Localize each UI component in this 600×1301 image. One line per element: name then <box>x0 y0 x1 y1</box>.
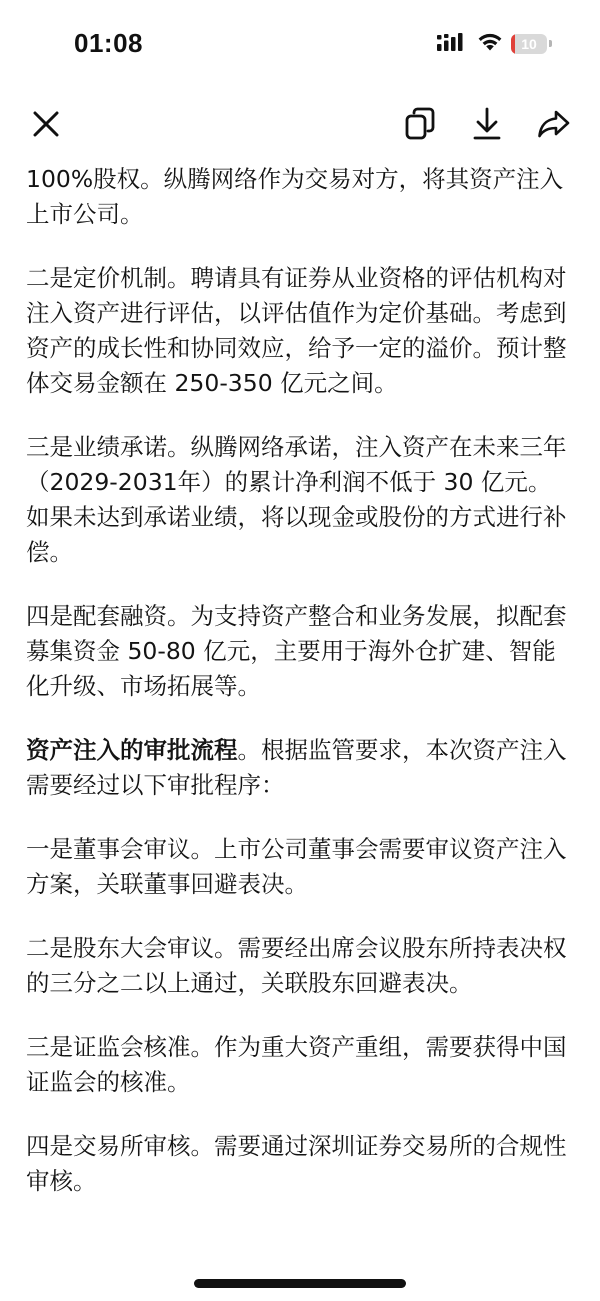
share-button[interactable] <box>532 104 576 148</box>
paragraph <box>26 1030 574 1100</box>
paragraph <box>26 599 574 704</box>
paragraph-text: 二是定价机制。聘请具有证券从业资格的评估机构对注入资产进行评估，以评估值作为定价基础。考虑到资产的成长性和协同效应，给予一定的溢价。预计整体交易金额在 250-350 亿元之间。 <box>26 264 567 397</box>
cellular-signal-icon <box>437 33 469 55</box>
status-icons <box>437 32 552 55</box>
paragraph <box>26 162 574 232</box>
download-icon <box>472 107 502 145</box>
paragraph-text: 三是证监会核准。作为重大资产重组，需要获得中国证监会的核准。 <box>26 1033 567 1096</box>
paragraph <box>26 1129 574 1199</box>
status-bar <box>0 0 600 90</box>
copy-button[interactable] <box>398 104 442 148</box>
copy-icon <box>404 107 436 145</box>
close-button[interactable] <box>24 104 68 148</box>
paragraph-text: 三是业绩承诺。纵腾网络承诺，注入资产在未来三年（2029-2031年）的累计净利润不低于 30 亿元。如果未达到承诺业绩，将以现金或股份的方式进行补偿。 <box>26 433 567 566</box>
status-time: 01:08 <box>74 28 143 58</box>
paragraph <box>26 261 574 401</box>
battery-cap <box>549 40 552 47</box>
battery-icon <box>511 34 547 54</box>
battery-level: 10 <box>521 35 537 52</box>
paragraph-lead: 资产注入的审批流程 <box>26 736 238 764</box>
paragraph-text: 一是董事会审议。上市公司董事会需要审议资产注入方案，关联董事回避表决。 <box>26 835 567 898</box>
share-icon <box>537 109 571 143</box>
paragraph-text: 100%股权。纵腾网络作为交易对方，将其资产注入上市公司。 <box>26 165 564 228</box>
wifi-icon <box>477 32 503 55</box>
paragraph <box>26 832 574 902</box>
paragraph-text: 四是配套融资。为支持资产整合和业务发展，拟配套募集资金 50-80 亿元，主要用于海外仓扩建、智能化升级、市场拓展等。 <box>26 602 567 700</box>
paragraph-text: 二是股东大会审议。需要经出席会议股东所持表决权的三分之二以上通过，关联股东回避表决。 <box>26 934 567 997</box>
paragraph <box>26 430 574 570</box>
paragraph-text: 四是交易所审核。需要通过深圳证券交易所的合规性审核。 <box>26 1132 567 1195</box>
paragraph-text: 。根据监管要求，本次资产注入需要经过以下审批程序： <box>26 736 567 799</box>
article-content <box>26 162 574 1228</box>
close-icon <box>31 109 61 143</box>
paragraph <box>26 931 574 1001</box>
download-button[interactable] <box>465 104 509 148</box>
toolbar <box>0 100 600 150</box>
home-indicator[interactable] <box>194 1279 406 1288</box>
paragraph <box>26 733 574 803</box>
battery-fill <box>511 34 515 54</box>
